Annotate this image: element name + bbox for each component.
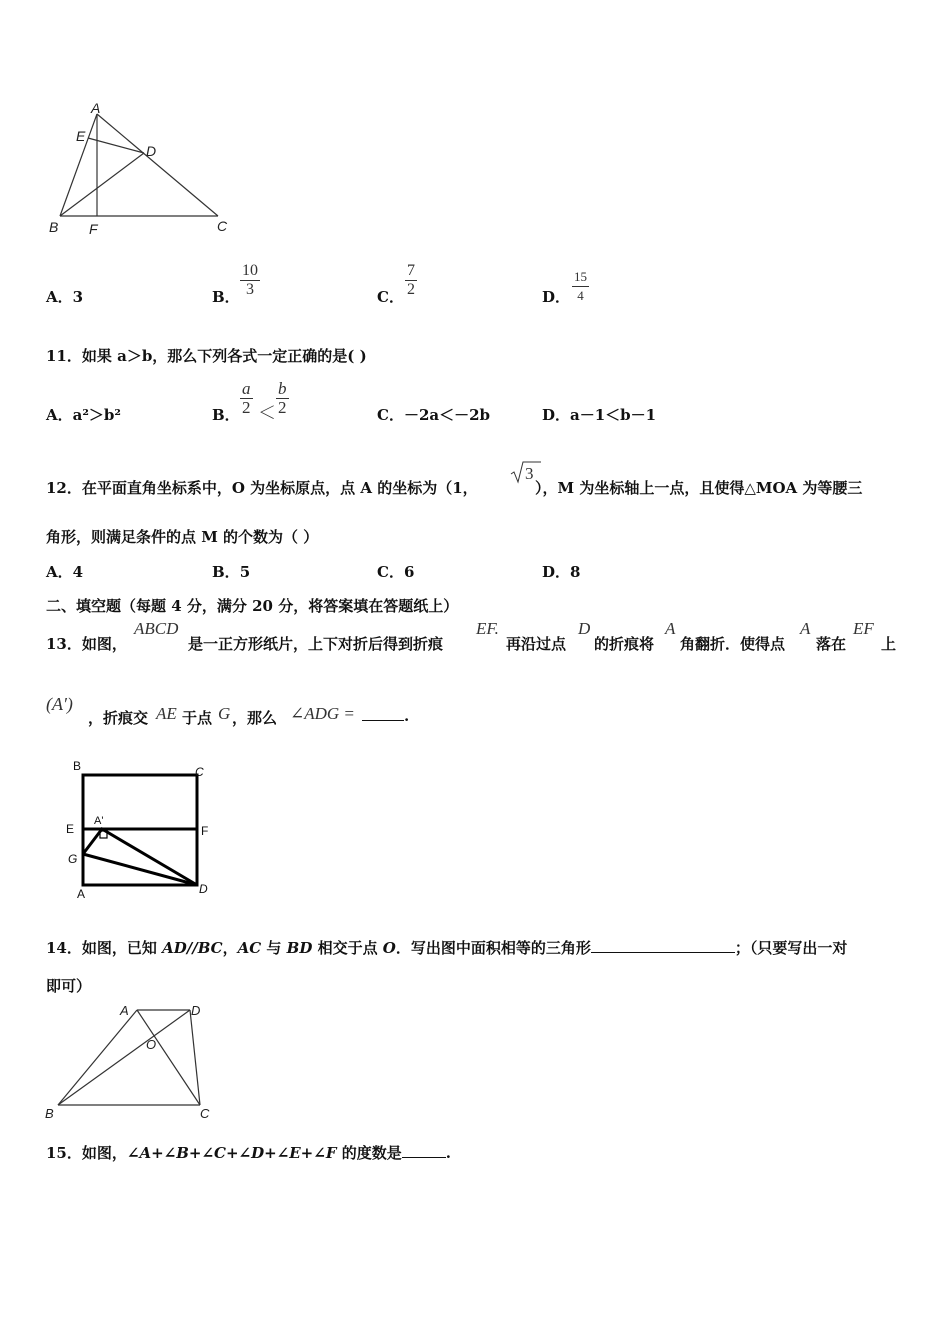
label-B: B [45,1106,54,1121]
q13-math-angle-adg: ∠ADG = [290,704,355,723]
q11-option-a: A．a²＞b² [46,406,121,424]
q15-stem: 15．如图，∠A+∠B+∠C+∠D+∠E+∠F 的度数是 . [46,1144,451,1162]
q12-option-d: D．8 [542,563,581,581]
q11-option-c: C．－2a＜－2b [377,406,491,424]
label-E: E [66,822,75,836]
q12-stem-part1: 12．在平面直角坐标系中，O 为坐标原点，点 A 的坐标为（1， [46,479,478,497]
label-A: A [91,100,101,116]
q13-seg3: 再沿过点 [506,635,567,653]
q14-answer-blank[interactable] [591,940,735,953]
q10-option-d-letter: D． [542,288,571,306]
q13-math-g: G [218,704,231,723]
q12-sqrt3: 3 [510,458,542,488]
q12-stem-part2: ），M 为坐标轴上一点，且使得△MOA 为等腰三 [535,479,863,497]
q15-answer-blank[interactable] [402,1145,446,1158]
q11-stem: 11．如果 a＞b，那么下列各式一定正确的是( ) [46,347,367,365]
q13-square-fold-figure [60,755,220,900]
q10-option-b-letter: B． [212,288,240,306]
q13-math-ef2: EF [853,619,874,638]
q10-option-b-fraction: $\frac{10}{3}$ [242,262,258,298]
q11-option-b-letter: B． [212,406,240,424]
q10-option-d-fraction: $\frac{15}{4}$ [574,269,587,303]
q13-math-ef: EF. [476,619,499,638]
label-C: C [200,1106,210,1121]
label-F: F [89,221,98,237]
q14-trapezoid-figure [40,1000,230,1125]
q13-math-abcd: ABCD [134,619,179,638]
label-D: D [191,1003,201,1018]
q13-seg4: 的折痕将 [594,635,655,653]
label-E: E [76,128,86,144]
label-B: B [73,759,82,773]
q13-math-ae: AE [156,704,177,723]
q10-option-c-fraction: $\frac{7}{2}$ [407,262,415,298]
q14-line2: 即可） [46,977,92,995]
q13-math-a1: A [665,619,676,638]
q13-line2-seg2: 于点 [182,709,213,727]
q12-option-a: A．4 [46,563,84,581]
q13-math-a-prime: (A′) [46,694,73,714]
q13-seg1: 13．如图， [46,635,127,653]
section2-heading: 二、填空题（每题 4 分，满分 20 分，将答案填在答题纸上） [46,597,459,615]
label-B: B [49,219,59,235]
label-O: O [146,1037,157,1052]
label-A-prime: A' [94,815,104,827]
q13-line2-seg1: ，折痕交 [88,709,149,727]
q13-line2-seg3: ，那么 [232,709,278,727]
label-C: C [217,218,228,234]
q13-math-d: D [578,619,591,638]
q12-stem-line2: 角形，则满足条件的点 M 的个数为（ ） [46,528,319,546]
q10-triangle-figure [40,98,250,240]
label-G: G [68,852,78,866]
label-D: D [199,882,208,896]
q11-option-b-op: ＜ [258,403,276,424]
q14-line1: 14．如图，已知 AD//BC，AC 与 BD 相交于点 O．写出图中面积相等的三角形 ；（只要写出一对 [46,939,848,957]
q13-seg2: 是一正方形纸片，上下对折后得到折痕 [188,635,444,653]
q11-option-d: D．a－1＜b－1 [542,406,657,424]
q13-math-a2: A [800,619,811,638]
q13-seg6: 落在 [816,635,847,653]
q13-answer-blank[interactable]: . [362,707,409,725]
label-F: F [201,824,209,838]
label-A: A [120,1003,129,1018]
q10-option-a: A．3 [46,288,84,306]
label-C: C [195,765,204,779]
q10-option-c-letter: C． [377,288,404,306]
q12-option-c: C．6 [377,563,415,581]
label-D: D [146,143,157,159]
q11-option-b-right-fraction: $\frac{b}{2}$ [278,379,287,417]
q11-option-b-left-fraction: $\frac{a}{2}$ [242,379,251,417]
q13-seg5: 角翻折．使得点 [680,635,786,653]
label-A: A [77,887,86,900]
q13-seg7: 上 [881,635,897,653]
q12-option-b: B．5 [212,563,251,581]
